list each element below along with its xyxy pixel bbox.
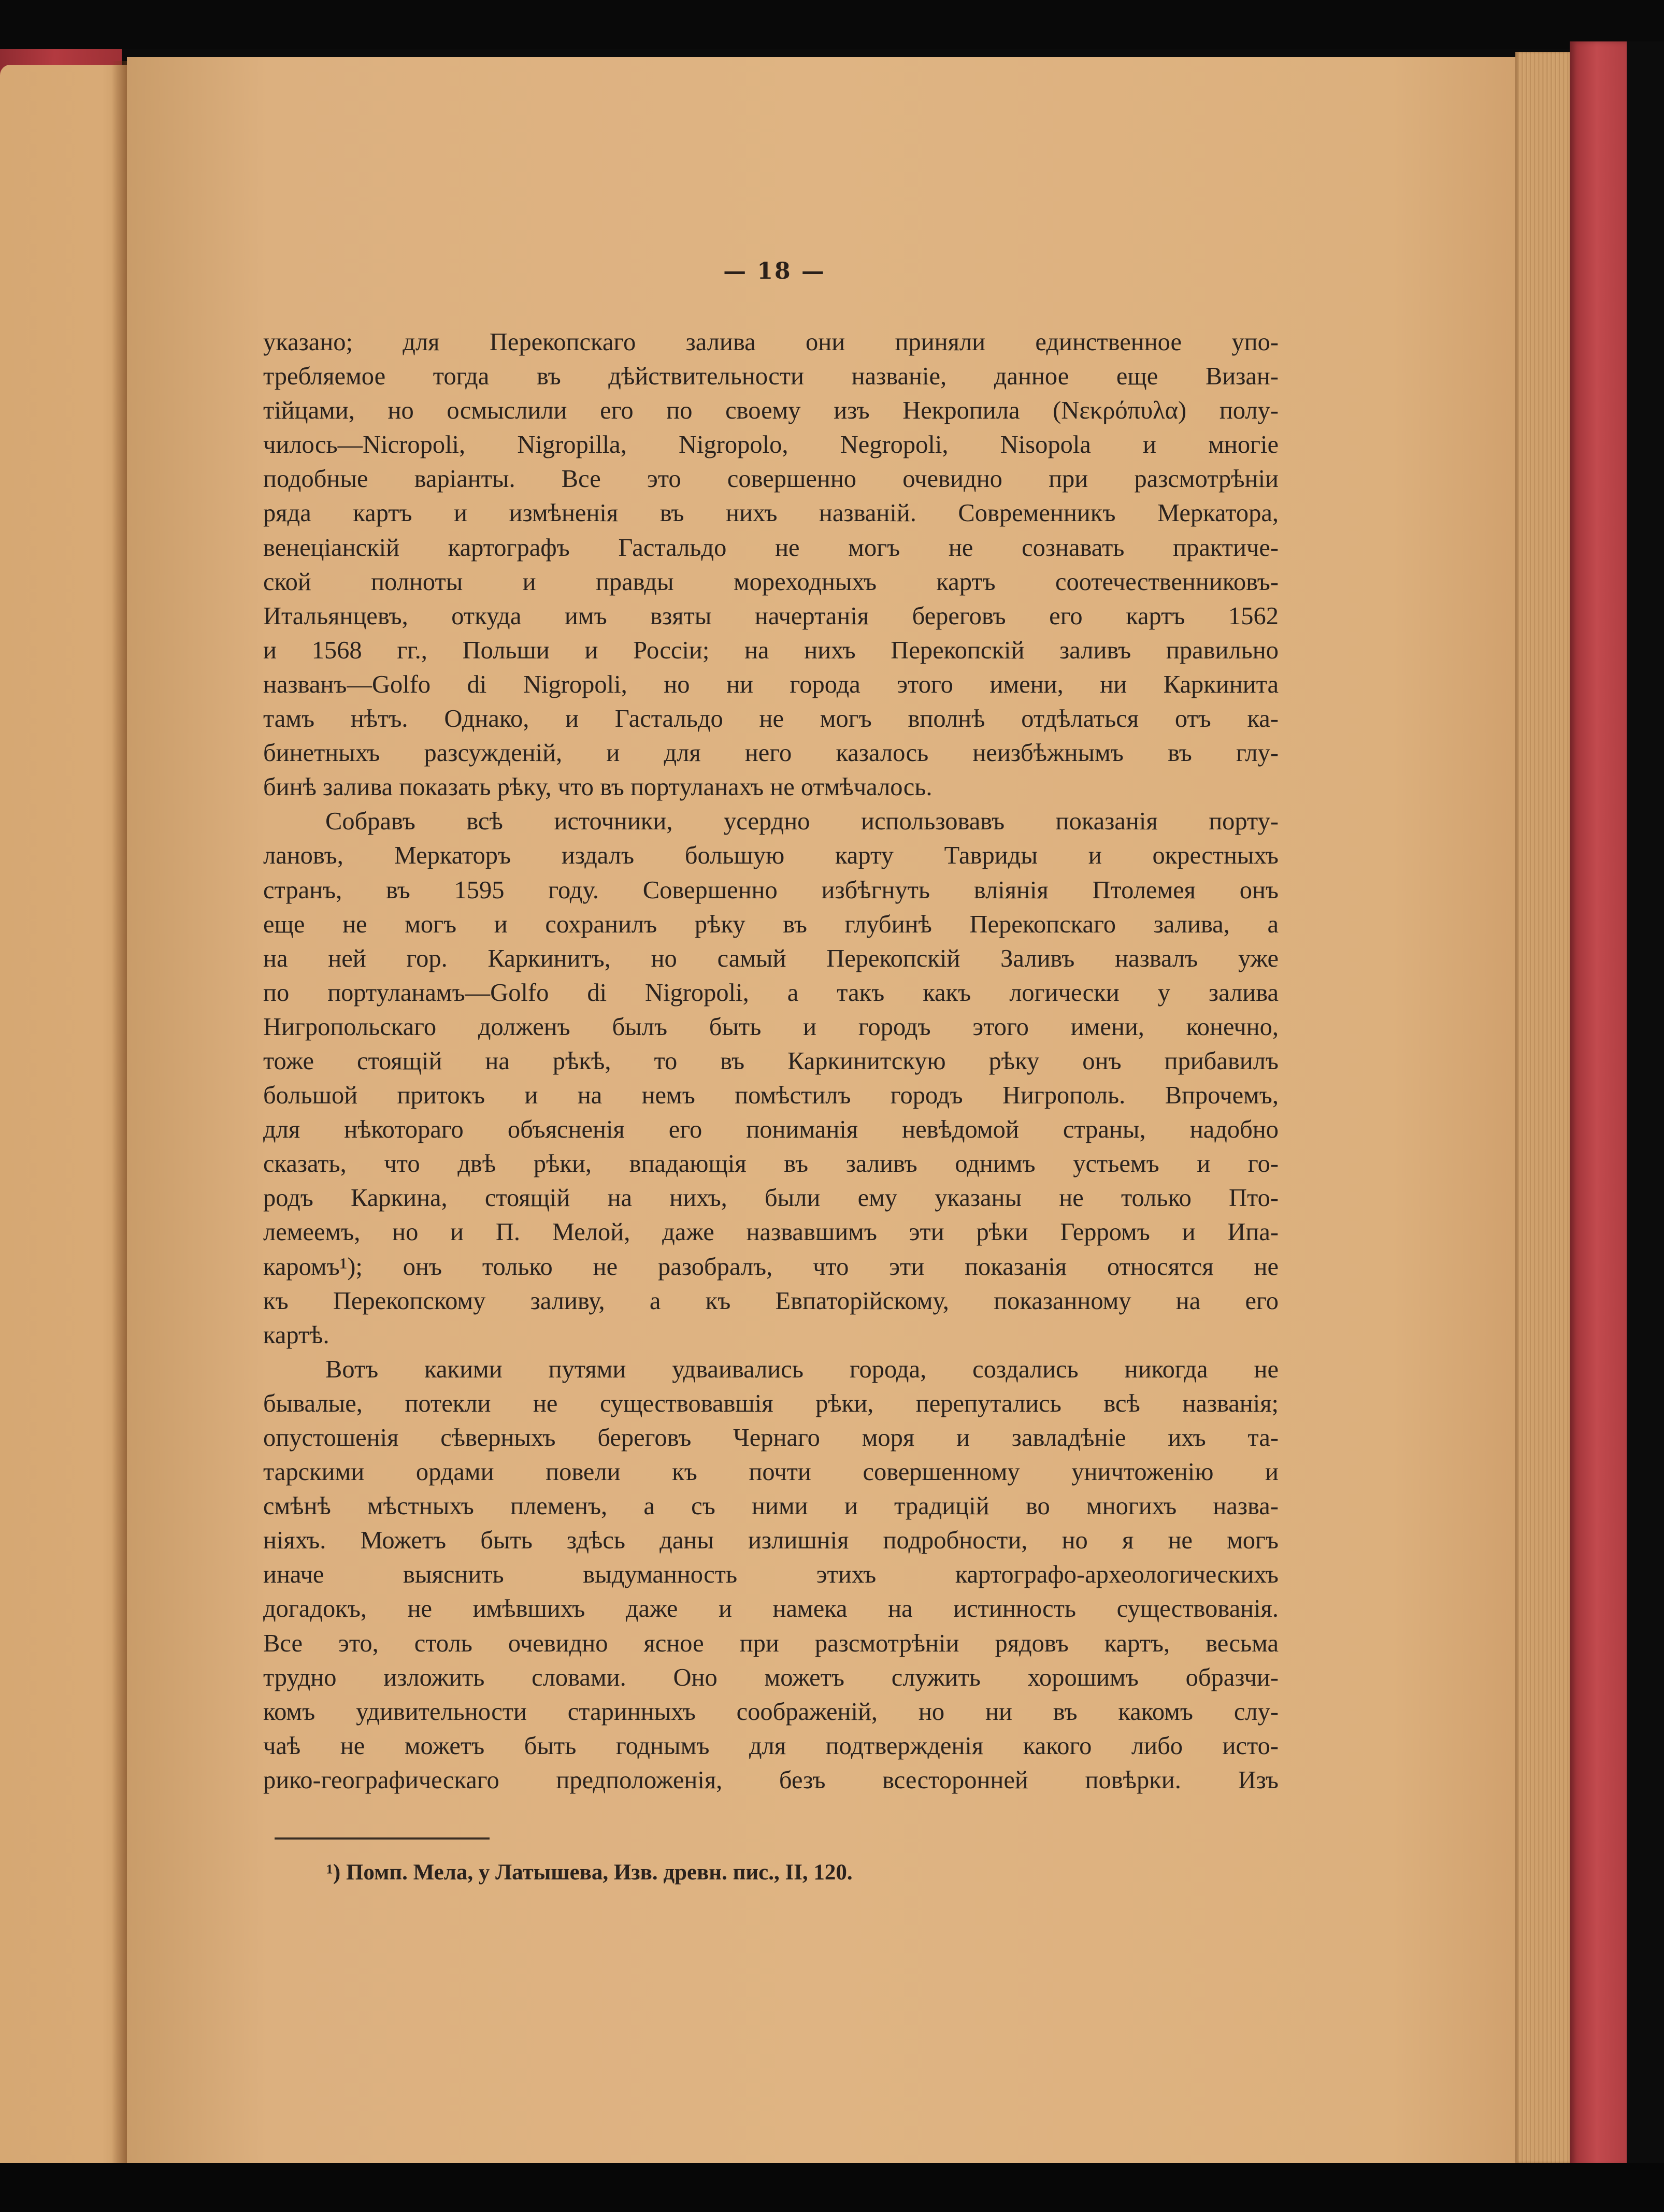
text-line: рико-географическаго предположенія, безъ всесторонней повѣрки. Изъ [263,1766,1279,1794]
text-line: по портуланамъ—Golfo di Nigropoli, а такъ какъ логически у залива [263,979,1279,1007]
text-line: Все это, столь очевидно ясное при разсмотрѣніи рядовъ картъ, весьма [263,1629,1279,1657]
text-line: чаѣ не можетъ быть годнымъ для подтвержденія какого либо исто- [263,1732,1279,1760]
text-line: ряда картъ и измѣненія въ нихъ названій. Современникъ Меркатора, [263,499,1279,527]
text-line: Итальянцевъ, откуда имъ взяты начертанія береговъ его картъ 1562 [263,602,1279,630]
text-line: указано; для Перекопскаго залива они приняли единственное упо- [263,328,1279,356]
text-line: ской полноты и правды мореходныхъ картъ соотечественниковъ- [263,568,1279,596]
paragraph-3 [263,1353,1279,1798]
text-line: опустошенія сѣверныхъ береговъ Чернаго моря и завладѣніе ихъ та- [263,1424,1279,1452]
footnote-rule [275,1837,490,1840]
text-line: иначе выяснить выдуманность этихъ картографо-археологическихъ [263,1561,1279,1589]
text-line: сказать, что двѣ рѣки, впадающія въ заливъ однимъ устьемъ и го- [263,1150,1279,1178]
paragraph-1 [263,325,1279,805]
text-line: къ Перекопскому заливу, а къ Евпаторійскому, показанному на его [263,1287,1279,1315]
text-line: на ней гор. Каркинитъ, но самый Перекопскій Заливъ назвалъ уже [263,944,1279,972]
text-line: названъ—Golfo di Nigropoli, но ни города этого имени, ни Каркинита [263,670,1279,698]
text-line: еще не могъ и сохранилъ рѣку въ глубинѣ Перекопскаго залива, а [263,910,1279,938]
page-body-text [263,325,1279,1798]
text-line: странъ, въ 1595 году. Совершенно избѣгнуть вліянія Птолемея онъ [263,876,1279,904]
text-line: смѣнѣ мѣстныхъ племенъ, а съ ними и традицій во многихъ назва- [263,1492,1279,1520]
text-line: родъ Каркина, стоящій на нихъ, были ему указаны не только Пто- [263,1184,1279,1212]
text-line: бывалые, потекли не существовавшія рѣки, перепутались всѣ названія; [263,1389,1279,1417]
text-line: большой притокъ и на немъ помѣстилъ городъ Нигрополь. Впрочемъ, [263,1082,1279,1110]
scan-background-top [0,0,1664,49]
text-line: тамъ нѣтъ. Однако, и Гастальдо не могъ вполнѣ отдѣлаться отъ ка- [263,705,1279,733]
footnote-marker: ¹) [326,1860,341,1885]
text-line: для нѣкотораго объясненія его пониманія невѣдомой страны, надобно [263,1116,1279,1144]
text-line: венеціанскій картографъ Гастальдо не могъ не сознавать практиче- [263,534,1279,562]
paragraph-2 [263,805,1279,1353]
text-line: Собравъ всѣ источники, усердно использовавъ показанія порту- [325,808,1279,836]
text-line: лановъ, Меркаторъ издалъ большую карту Тавриды и окрестныхъ [263,842,1279,870]
text-line: догадокъ, не имѣвшихъ даже и намека на истинность существованія. [263,1595,1279,1623]
text-line: требляемое тогда въ дѣйствительности названіе, данное еще Визан- [263,363,1279,391]
scan-background-right [1627,41,1664,2165]
page-stack-edges [1515,52,1570,2163]
text-line: бинѣ залива показать рѣку, что въ портуланахъ не отмѣчалось. [263,773,933,801]
footnote-text: Помп. Мела, у Латышева, Изв. древн. пис., II, 120. [346,1860,853,1885]
page-number: — 18 — [723,258,826,284]
text-line: чилось—Nicropoli, Nigropilla, Nigropolo, Negropoli, Nisopola и многіе [263,431,1279,459]
text-line: тоже стоящій на рѣкѣ, то въ Каркинитскую рѣку онъ прибавилъ [263,1047,1279,1075]
footnote [326,1860,1052,1885]
left-page-sliver [0,65,127,2163]
text-line: лемеемъ, но и П. Мелой, даже назвавшимъ эти рѣки Герромъ и Ипа- [263,1218,1279,1246]
text-line: картѣ. [263,1321,329,1349]
text-line: подобные варіанты. Все это совершенно очевидно при разсмотрѣніи [263,465,1279,493]
text-line: комъ удивительности старинныхъ соображеній, но ни въ какомъ слу- [263,1698,1279,1726]
text-line: тарскими ордами повели къ почти совершенному уничтоженію и [263,1458,1279,1486]
text-line: ніяхъ. Можетъ быть здѣсь даны излишнія подробности, но я не могъ [263,1527,1279,1555]
text-line: Вотъ какими путями удваивались города, создались никогда не [325,1355,1279,1383]
text-line: Нигропольскаго долженъ былъ быть и городъ этого имени, конечно, [263,1013,1279,1041]
text-line: каромъ¹); онъ только не разобралъ, что эти показанія относятся не [263,1253,1279,1281]
scan-background-bottom [0,2163,1664,2212]
text-line: тійцами, но осмыслили его по своему изъ Некропила (Νεκρόπυλα) полу- [263,397,1279,425]
text-line: и 1568 гг., Польши и Россіи; на нихъ Перекопскій заливъ правильно [263,636,1279,664]
text-line: бинетныхъ разсужденій, и для него казалось неизбѣжнымъ въ глу- [263,739,1279,767]
text-line: трудно изложить словами. Оно можетъ служить хорошимъ образчи- [263,1663,1279,1691]
